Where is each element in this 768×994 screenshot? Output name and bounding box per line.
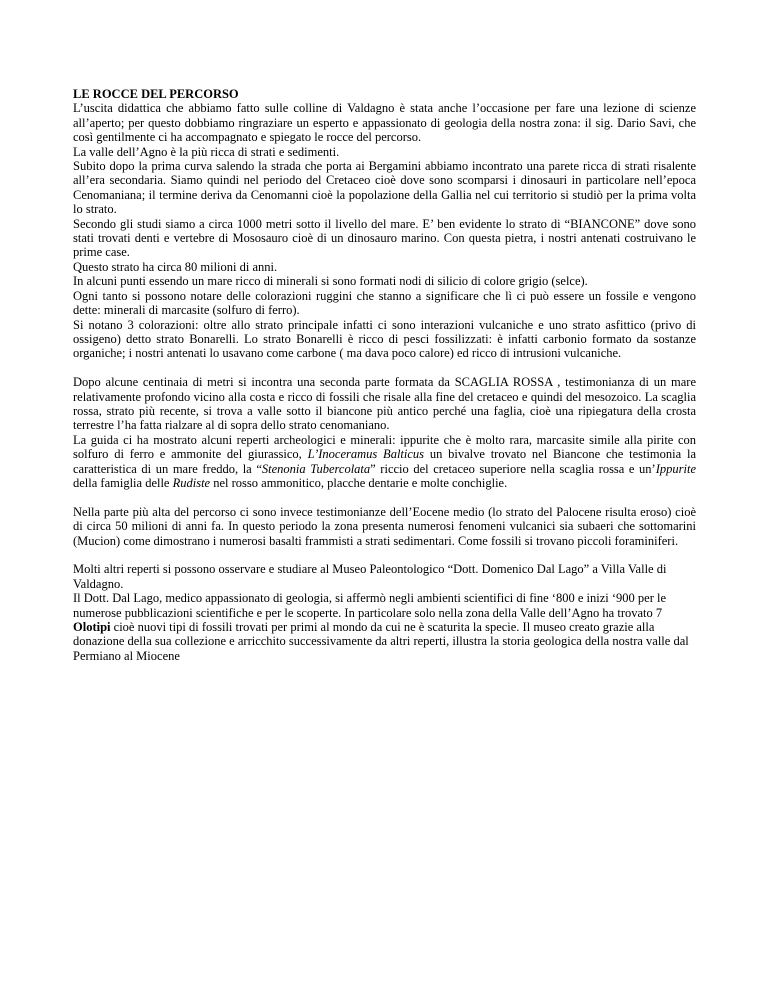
document-page (73, 87, 696, 663)
dal-lago-text-2: cioè nuovi tipi di fossili trovati per primi al mondo da cui ne è scaturita la specie. Il museo creato grazie alla donazione della sua collezione e arricchito successivamente da altri reperti, illustra la storia geologica della nostra valle dal Permiano al Miocene (73, 619, 689, 663)
guide-text-1: La guida ci ha mostrato alcuni reperti archeologici e minerali: ippurite che è molto rara, marcasite simile alla pirite con solfuro di ferro e ammonite del giurassico, (73, 432, 696, 462)
rudiste-name: Rudiste (172, 475, 211, 490)
guide-text-4: della famiglia delle (73, 475, 173, 490)
paragraph-scaglia-rossa: Dopo alcune centinaia di metri si incontra una seconda parte formata da SCAGLIA ROSSA , testimonianza di un mare relativamente profondo vicino alla costa e ricco di fossili che risale alla fine del cretaceo e quindi del mesozoico. La scaglia rossa, strato più recente, si trova a valle sotto il biancone più antico perché una faglia, cioè una ripiegatura della crosta terrestre l’ha fatta rialzare al di sopra dello strato cenomaniano. (73, 375, 696, 433)
paragraph-biancone: Secondo gli studi siamo a circa 1000 metri sotto il livello del mare. E’ ben evidente lo strato di “BIANCONE” dove sono stati trovati denti e vertebre di Mososauro cioè di un dinosauro marino. Con questa pietra, i nostri antenati costruivano le prime case. (73, 216, 696, 260)
paragraph-eocene: Nella parte più alta del percorso ci sono invece testimonianze dell’Eocene medio (lo strato del Palocene risulta eroso) cioè di circa 50 milioni di anni fa. In questo periodo la zona presenta numerosi fenomeni vulcanici sia subaeri che sottomarini (Mucion) come dimostrano i numerosi basalti frammisti a strati sedimentari. Come fossili si trovano piccoli foraminiferi. (73, 504, 696, 548)
paragraph-cretaceo: Subito dopo la prima curva salendo la strada che porta ai Bergamini abbiamo incontrato una parete ricca di strati risalente all’era secondaria. Siamo quindi nel periodo del Cretaceo cioè dove sono scomparsi i dinosauri in particolare nell’epoca Cenomaniana; il termine deriva da Cenomanni cioè la popolazione della Gallia nel cui territorio si studiò per la prima volta lo strato. (73, 159, 696, 217)
paragraph-bonarelli: Si notano 3 colorazioni: oltre allo strato principale infatti ci sono interazioni vulcaniche e uno strato asfittico (privo di ossigeno) detto strato Bonarelli. Lo strato Bonarelli è ricco di pesci fossilizzati: è infatti carbonio formato da sostanze organiche; i nostri antenati lo usavano come carbone ( ma dava poco calore) ed ricco di intrusioni vulcaniche. (73, 317, 696, 361)
document-title: LE ROCCE DEL PERCORSO (73, 87, 239, 101)
paragraph-marcasite: Ogni tanto si possono notare delle colorazioni ruggini che stanno a significare che lì ci può essere un fossile e vengono dette: minerali di marcasite (solfuro di ferro). (73, 288, 696, 318)
paragraph-guide-finds (73, 433, 696, 491)
paragraph-museum: Molti altri reperti si possono osservare e studiare al Museo Paleontologico “Dott. Domenico Dal Lago” a Villa Valle di Valdagno. (73, 562, 667, 591)
guide-text-2: un bivalve trovato nel Biancone che testimonia la caratteristica di un mare freddo, la “ (73, 447, 696, 476)
paragraph-intro: L’uscita didattica che abbiamo fatto sulle colline di Valdagno è stata anche l’occasione per fare una lezione di scienze all’aperto; per questo dobbiamo ringraziare un esperto e appassionato di geologia della nostra zona: il sig. Dario Savi, che così gentilmente ci ha accompagnato e spiegato le rocce del percorso. (73, 101, 696, 145)
olotipi-term: Olotipi (73, 619, 111, 634)
paragraph-selce: In alcuni punti essendo un mare ricco di minerali si sono formati nodi di silicio di colore grigio (selce). (73, 274, 588, 289)
inoceramus-name: L’Inoceramus Balticus (307, 447, 425, 462)
paragraph-age: Questo strato ha circa 80 milioni di anni. (73, 259, 278, 274)
ippurite-name: Ippurite (655, 461, 697, 476)
guide-text-5: nel rosso ammonitico, placche dentarie e molte conchiglie. (210, 475, 508, 490)
paragraph-valle-agno: La valle dell’Agno è la più ricca di strati e sedimenti. (73, 144, 340, 159)
stenonia-name: Stenonia Tubercolata (261, 461, 371, 476)
dal-lago-text-1: Il Dott. Dal Lago, medico appassionato di geologia, si affermò negli ambienti scientifici di fine ‘800 e inizi ‘900 per le numerose pubblicazioni scientifiche e per le scoperte. In particolare solo nella zona della Valle dell’Agno ha trovato 7 (73, 591, 667, 620)
guide-text-3: ” riccio del cretaceo superiore nella scaglia rossa e un’ (370, 461, 656, 476)
paragraph-dal-lago (73, 591, 696, 663)
